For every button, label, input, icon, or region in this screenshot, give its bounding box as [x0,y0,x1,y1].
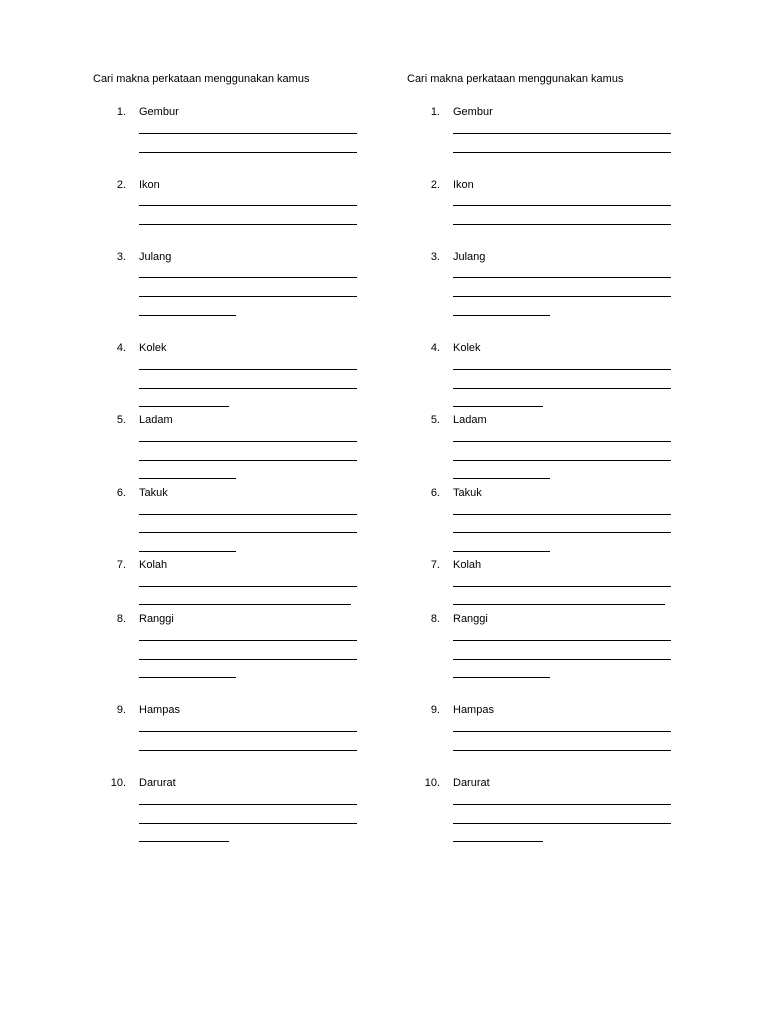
item-word: Kolah [453,559,482,571]
item-word: Ranggi [139,613,174,625]
item-word: Kolah [139,559,168,571]
answer-line[interactable] [453,731,671,732]
item-word: Julang [453,251,486,263]
answer-line[interactable] [139,750,357,751]
item-number: 6. [430,487,440,499]
item-number: 8. [116,613,126,625]
answer-line[interactable] [453,277,671,278]
item-number: 10. [110,777,126,789]
item-number: 3. [430,251,440,263]
answer-line[interactable] [139,586,357,587]
item-word: Kolek [453,342,481,354]
answer-line[interactable] [139,296,357,297]
answer-line[interactable] [453,224,671,225]
item-number: 1. [116,106,126,118]
answer-line[interactable] [453,841,543,842]
answer-line[interactable] [453,586,671,587]
answer-line[interactable] [139,677,236,678]
worksheet-column-left [93,0,393,1024]
answer-line[interactable] [139,841,229,842]
answer-line[interactable] [453,460,671,461]
item-number: 10. [424,777,440,789]
answer-line[interactable] [139,551,236,552]
answer-line[interactable] [453,659,671,660]
item-word: Hampas [139,704,180,716]
item-word: Gembur [453,106,493,118]
item-word: Hampas [453,704,494,716]
item-number: 4. [430,342,440,354]
answer-line[interactable] [139,441,357,442]
item-number: 8. [430,613,440,625]
item-number: 2. [430,179,440,191]
item-word: Kolek [139,342,167,354]
answer-line[interactable] [139,277,357,278]
answer-line[interactable] [139,369,357,370]
answer-line[interactable] [139,659,357,660]
answer-line[interactable] [453,804,671,805]
item-number: 5. [430,414,440,426]
item-word: Takuk [139,487,168,499]
answer-line[interactable] [139,514,357,515]
item-word: Darurat [139,777,176,789]
answer-line[interactable] [139,388,357,389]
answer-line[interactable] [453,406,543,407]
item-number: 4. [116,342,126,354]
answer-line[interactable] [139,133,357,134]
answer-line[interactable] [453,640,671,641]
answer-line[interactable] [453,514,671,515]
worksheet-column-right [407,0,707,1024]
item-number: 9. [430,704,440,716]
answer-line[interactable] [453,823,671,824]
item-word: Ikon [453,179,474,191]
answer-line[interactable] [453,478,550,479]
item-word: Ranggi [453,613,488,625]
item-number: 7. [116,559,126,571]
answer-line[interactable] [139,823,357,824]
item-word: Darurat [453,777,490,789]
answer-line[interactable] [139,478,236,479]
item-number: 6. [116,487,126,499]
item-word: Ladam [453,414,487,426]
answer-line[interactable] [453,315,550,316]
answer-line[interactable] [453,296,671,297]
worksheet-title: Cari makna perkataan menggunakan kamus [407,73,624,85]
item-word: Ikon [139,179,160,191]
answer-line[interactable] [139,640,357,641]
answer-line[interactable] [453,551,550,552]
answer-line[interactable] [139,604,351,605]
answer-line[interactable] [453,152,671,153]
answer-line[interactable] [139,532,357,533]
answer-line[interactable] [453,441,671,442]
answer-line[interactable] [453,133,671,134]
item-word: Ladam [139,414,173,426]
answer-line[interactable] [139,804,357,805]
item-word: Takuk [453,487,482,499]
answer-line[interactable] [139,315,236,316]
answer-line[interactable] [453,677,550,678]
item-number: 9. [116,704,126,716]
answer-line[interactable] [139,406,229,407]
item-word: Julang [139,251,172,263]
answer-line[interactable] [453,750,671,751]
answer-line[interactable] [139,731,357,732]
answer-line[interactable] [139,205,357,206]
answer-line[interactable] [139,224,357,225]
answer-line[interactable] [453,369,671,370]
item-number: 1. [430,106,440,118]
worksheet-title: Cari makna perkataan menggunakan kamus [93,73,310,85]
item-number: 5. [116,414,126,426]
answer-line[interactable] [139,152,357,153]
item-word: Gembur [139,106,179,118]
item-number: 3. [116,251,126,263]
answer-line[interactable] [453,205,671,206]
answer-line[interactable] [453,388,671,389]
item-number: 7. [430,559,440,571]
answer-line[interactable] [453,532,671,533]
item-number: 2. [116,179,126,191]
answer-line[interactable] [453,604,665,605]
answer-line[interactable] [139,460,357,461]
